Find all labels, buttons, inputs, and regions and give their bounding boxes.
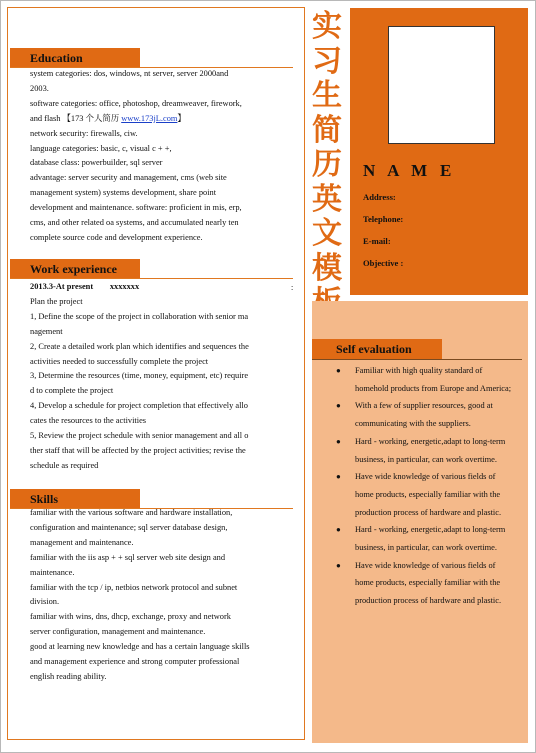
education-line: software categories: office, photoshop, dreamweaver, firework, (30, 98, 242, 108)
email-label: E-mail: (363, 236, 391, 246)
work-line: activities needed to successfully complete the project (30, 356, 209, 366)
work-experience-heading: Work experience (10, 259, 140, 279)
education-heading: Education (10, 48, 140, 68)
title-char: 实 (312, 9, 342, 44)
skills-line: maintenance. (30, 567, 75, 577)
education-line-text: and flash 【173 个人简历 (30, 113, 122, 123)
education-line (30, 112, 288, 127)
work-date-line: 2013.3-At present xxxxxxx (30, 282, 140, 291)
work-experience-body (30, 280, 288, 474)
title-char: 历 (312, 147, 342, 182)
education-link-suffix: 】 (177, 113, 186, 123)
title-char: 生 (312, 78, 342, 113)
telephone-label: Telephone: (363, 214, 404, 224)
title-char: 文 (312, 216, 342, 251)
work-line: 1, Define the scope of the project in collaboration with senior ma (30, 311, 249, 321)
vertical-title (310, 10, 344, 321)
education-line: network security: firewalls, ciw. (30, 128, 138, 138)
work-line: nagement (30, 326, 63, 336)
self-evaluation-item: ● Have wide knowledge of various fields of home products, especially familiar with the production process of hardware and plastic. (336, 557, 516, 610)
work-colon: : (291, 283, 294, 292)
skills-heading: Skills (10, 489, 140, 509)
skills-line: familiar with the tcp / ip, netbios network protocol and subnet (30, 582, 238, 592)
skills-line: server configuration, management and maintenance. (30, 627, 206, 637)
address-label: Address: (363, 192, 396, 202)
candidate-name: N A M E (363, 161, 452, 180)
title-char: 简 (312, 112, 342, 148)
skills-line: familiar with the iis asp + + sql server web site design and (30, 552, 226, 562)
self-evaluation-item: ● Hard - working, energetic,adapt to long-term business, in particular, can work overtime. (336, 433, 516, 468)
education-line: language categories: basic, c, visual c + +, (30, 143, 172, 153)
self-evaluation-heading: Self evaluation (312, 339, 442, 359)
education-line: database class: powerbuilder, sql server (30, 158, 163, 168)
self-evaluation-item: ● With a few of supplier resources, good at communicating with the suppliers. (336, 397, 516, 432)
self-evaluation-item: ● Familiar with high quality standard of homehold products from Europe and America; (336, 362, 516, 397)
education-line: system categories: dos, windows, nt server, server 2000and (30, 69, 229, 78)
work-experience-divider (10, 278, 293, 279)
education-line: complete source code and development experience. (30, 232, 203, 242)
self-evaluation-divider (312, 359, 522, 360)
skills-line: good at learning new knowledge and has a certain language skills (30, 642, 250, 652)
work-line: 2, Create a detailed work plan which identifies and sequences the (30, 341, 249, 351)
work-line: Plan the project (30, 296, 83, 306)
title-char: 英 (312, 181, 342, 217)
skills-line: english reading ability. (30, 671, 107, 681)
work-line: cates the resources to the activities (30, 416, 147, 426)
education-line: advantage: server security and management, cms (web site (30, 173, 227, 183)
self-evaluation-item: ● Hard - working, energetic,adapt to long-term business, in particular, can work overtime. (336, 521, 516, 556)
self-evaluation-list (336, 362, 516, 610)
title-char: 模 (312, 250, 342, 286)
skills-line: and management experience and strong computer professional (30, 657, 240, 667)
skills-line: familiar with the various software and hardware installation, (30, 508, 233, 517)
education-line: development and maintenance. software: proficient in mis, erp, (30, 203, 242, 213)
skills-line: configuration and maintenance; sql server database design, (30, 522, 228, 532)
education-body (30, 67, 288, 246)
self-evaluation-item: ● Have wide knowledge of various fields of home products, especially familiar with the production process of hardware and plastic. (336, 468, 516, 521)
skills-line: division. (30, 597, 60, 607)
work-line: 3, Determine the resources (time, money, equipment, etc) require (30, 371, 249, 381)
work-line: 5, Review the project schedule with senior management and all o (30, 431, 249, 441)
work-line: 4, Develop a schedule for project completion that effectively allo (30, 401, 248, 411)
work-line: ther staff that will be affected by the project activities; revise the (30, 445, 246, 455)
education-line: 2003. (30, 83, 49, 93)
photo-placeholder[interactable] (388, 26, 495, 144)
website-link[interactable]: www.173jL.com (121, 113, 178, 123)
skills-line: familiar with wins, dns, dhcp, exchange, proxy and network (30, 612, 231, 622)
work-line: d to complete the project (30, 386, 114, 396)
skills-body (30, 506, 288, 685)
education-line: cms, and other related oa systems, and accumulated nearly ten (30, 218, 239, 228)
skills-line: management and maintenance. (30, 537, 134, 547)
title-char: 习 (312, 43, 342, 79)
work-line: schedule as required (30, 460, 99, 470)
education-line: management system) systems development, share point (30, 188, 217, 198)
objective-label: Objective : (363, 258, 404, 268)
